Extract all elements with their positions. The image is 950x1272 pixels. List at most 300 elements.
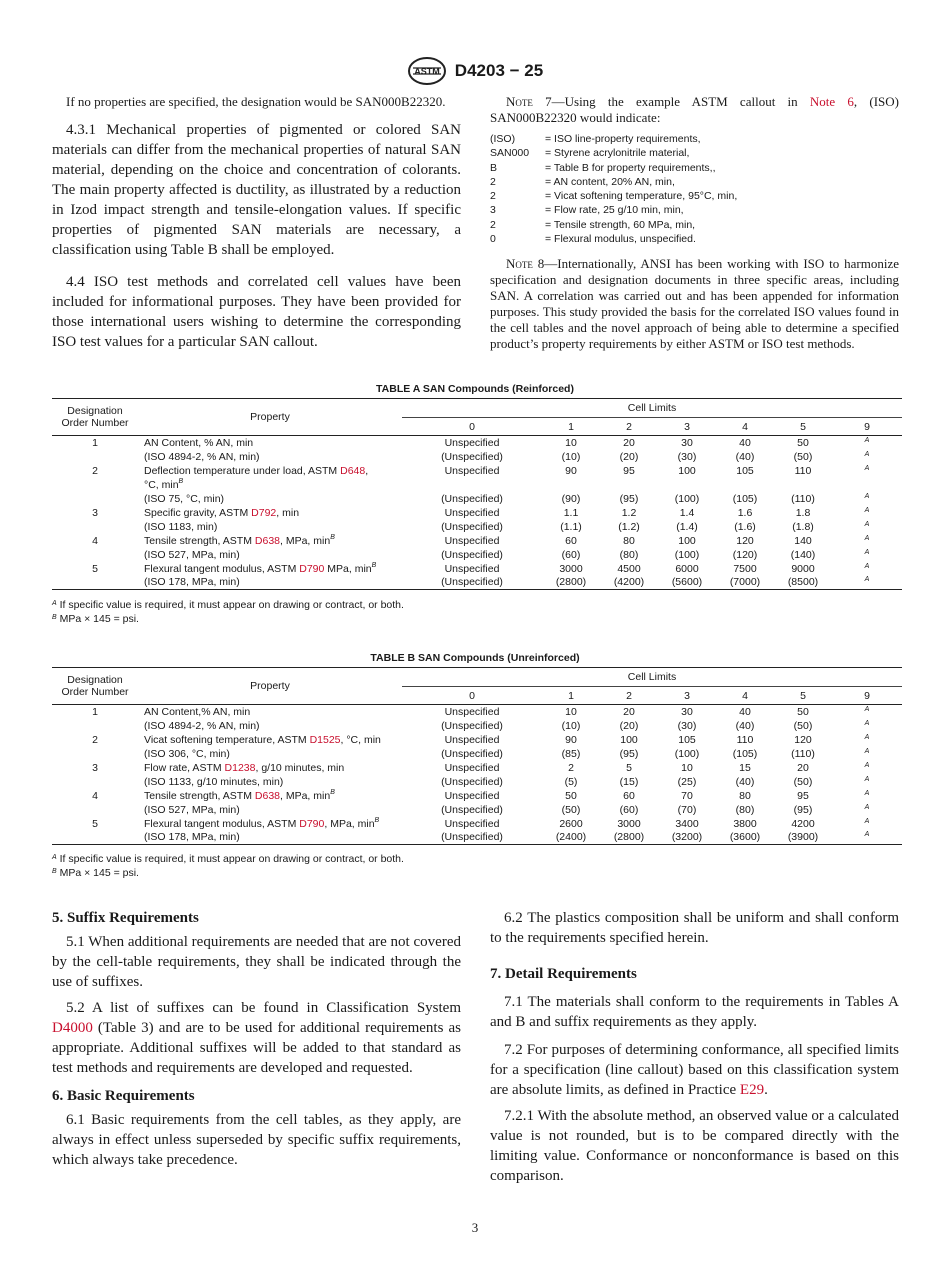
table-row — [52, 576, 902, 590]
cell-limit-value: Unspecified — [444, 506, 500, 519]
cell-limit-value: 20 — [797, 761, 809, 774]
cell-limit-value — [832, 831, 902, 845]
callout-legend — [490, 132, 899, 246]
legend-key: 2 — [490, 190, 496, 203]
cell-limit-value: (Unspecified) — [441, 548, 503, 561]
table-b-footnote-a: $^A$ If specific value is required, it must appear on drawing or contract, or both. — [52, 853, 404, 865]
cell-limit-value: 140 — [794, 534, 812, 547]
paragraph-7-1: 7.1 The materials shall conform to the requirements in Tables A and B and suffix requirements as they apply. — [490, 994, 899, 1030]
footnote-ref: A — [864, 705, 870, 713]
e29-link[interactable]: E29 — [739, 1082, 765, 1098]
legend-value: = Flexural modulus, unspecified. — [545, 233, 696, 246]
cell-limit-value: (80) — [619, 548, 639, 561]
designation-cell: 5 — [92, 562, 98, 575]
cell-limit-value — [832, 789, 902, 803]
cell-limit-value: 90 — [565, 464, 577, 477]
property-text: AN Content, % AN, min — [144, 436, 254, 449]
paragraph-7-2-1: 7.2.1 With the absolute method, an observed value or a calculated value is not rounded, but is to be compared directly with the limiting value. Conformance or nonconformance is based on this comparison. — [490, 1108, 899, 1184]
cell-limit-value: 1.6 — [737, 506, 753, 519]
cell-limit-value: 60 — [623, 789, 635, 802]
table-row — [52, 534, 902, 548]
property-text: (ISO 4894-2, % AN, min) — [144, 450, 260, 463]
cell-limit-value: 1.1 — [563, 506, 579, 519]
cell-limit-value — [832, 492, 902, 506]
cell-limit-value: (85) — [561, 747, 581, 760]
legend-value: = Tensile strength, 60 MPa, min, — [545, 218, 696, 231]
cell-limit-value — [832, 478, 902, 492]
designation-cell: 1 — [92, 436, 98, 449]
property-text: , g/10 minutes, min — [255, 761, 345, 774]
footnote-ref: A — [864, 450, 870, 458]
cell-limit-value: 70 — [681, 789, 693, 802]
left-column-top — [52, 94, 461, 352]
legend-key: 2 — [490, 218, 496, 231]
cell-limit-value: Unspecified — [444, 817, 500, 830]
astm-standard-link[interactable]: D1238 — [224, 761, 256, 774]
cell-limit-value: 3800 — [733, 817, 757, 830]
table-row — [52, 705, 902, 719]
cell-limit-value — [716, 478, 774, 492]
property-text: (ISO 1183, min) — [144, 520, 218, 533]
footnote-ref: B — [330, 533, 335, 541]
footnote-ref: A — [864, 803, 870, 811]
cell-limit-value: 10 — [565, 436, 577, 449]
header-cell-9: 9 — [832, 418, 902, 436]
property-text: Deflection temperature under load, ASTM — [144, 464, 341, 477]
cell-limit-value: 40 — [739, 436, 751, 449]
cell-limit-value: Unspecified — [444, 761, 500, 774]
table-b-footnotes — [52, 852, 404, 880]
right-column-bottom — [490, 908, 899, 1186]
cell-limit-value: 3000 — [617, 817, 641, 830]
section-7-heading: 7. Detail Requirements — [490, 966, 637, 982]
cell-limit-value: 60 — [565, 534, 577, 547]
table-row — [52, 548, 902, 562]
cell-limit-value: 7500 — [733, 562, 757, 575]
cell-limit-value: 120 — [794, 733, 812, 746]
table-row — [52, 719, 902, 733]
table-row — [52, 775, 902, 789]
cell-limit-value: (30) — [677, 719, 697, 732]
cell-limit-value: 105 — [678, 733, 696, 746]
note-7: Note 7—Using the example ASTM callout in Note 6, (ISO) SAN000B22320 would indicate: — [490, 94, 899, 125]
cell-limit-value: 4200 — [791, 817, 815, 830]
cell-limit-value: 2 — [568, 761, 574, 774]
cell-limit-value: 20 — [623, 436, 635, 449]
cell-limit-value: (15) — [619, 775, 639, 788]
cell-limit-value: (Unspecified) — [441, 719, 503, 732]
cell-limit-value: (50) — [793, 719, 813, 732]
table-row — [52, 562, 902, 576]
astm-standard-link[interactable]: D648 — [340, 464, 366, 477]
table-row — [52, 506, 902, 520]
cell-limit-value — [600, 478, 658, 492]
footnote-ref: A — [864, 534, 870, 542]
designation-cell — [52, 450, 138, 464]
page-header — [0, 56, 950, 86]
property-cell — [138, 761, 402, 775]
cell-limit-value — [832, 506, 902, 520]
cell-limit-value: 105 — [736, 464, 754, 477]
legend-value: = Styrene acrylonitrile material, — [545, 147, 690, 160]
property-cell — [138, 492, 402, 506]
legend-value: = Vicat softening temperature, 95°C, min, — [545, 190, 738, 203]
header-cell-3: 3 — [658, 418, 716, 436]
property-cell — [138, 562, 402, 576]
property-text: Tensile strength, ASTM — [144, 789, 255, 802]
cell-limit-value: (Unspecified) — [402, 831, 542, 845]
property-text: (ISO 178, MPa, min) — [144, 576, 240, 589]
property-text: (ISO 1133, g/10 minutes, min) — [144, 775, 284, 788]
cell-limit-value: (2800) — [542, 576, 600, 590]
cell-limit-value: (110) — [791, 492, 815, 505]
footnote-ref: A — [864, 831, 870, 839]
cell-limit-value: (20) — [619, 719, 639, 732]
header-cell-limits: Cell Limits — [402, 668, 902, 687]
cell-limit-value: (8500) — [774, 576, 832, 590]
legend-value: = AN content, 20% AN, min, — [545, 175, 675, 188]
cell-limit-value: (2800) — [600, 831, 658, 845]
footnote-ref: B — [178, 477, 184, 485]
cell-limit-value — [832, 436, 902, 450]
designation-cell: 2 — [92, 733, 98, 746]
cell-limit-value: (95) — [619, 492, 639, 505]
cell-limit-value: 120 — [736, 534, 754, 547]
cell-limit-value — [832, 464, 902, 478]
document-designation: D4203 − 25 — [454, 61, 544, 80]
property-cell — [138, 831, 402, 845]
cell-limit-value: (10) — [561, 450, 581, 463]
cell-limit-value — [832, 733, 902, 747]
cell-limit-value: 3400 — [675, 817, 699, 830]
cell-limit-value: (95) — [619, 747, 639, 760]
designation-cell — [52, 478, 138, 492]
cell-limit-value: 100 — [678, 464, 696, 477]
property-text: , °C, min — [340, 733, 381, 746]
property-text: (ISO 4894-2, % AN, min) — [144, 719, 260, 732]
note-8: Note 8—Internationally, ANSI has been working with ISO to harmonize specification and designation documents in three specific areas, including SAN. A correlation was carried out and has been appended for information purposes. This study provided the basis for the correlated ISO values found in the cell tables and the novel approach of being able to determine a specified product’s property requirements by either ASTM or ISO test methods. — [490, 256, 899, 352]
table-row — [52, 436, 902, 450]
cell-limit-value — [832, 562, 902, 576]
cell-limit-value: (2400) — [542, 831, 600, 845]
property-cell — [138, 520, 402, 534]
cell-limit-value — [832, 534, 902, 548]
table-row — [52, 817, 902, 831]
cell-limit-value: (40) — [735, 450, 755, 463]
designation-cell — [52, 775, 138, 789]
designation-cell — [52, 520, 138, 534]
cell-limit-value: (1.4) — [676, 520, 698, 533]
footnote-ref: A — [864, 761, 870, 769]
cell-limit-value: (1.1) — [560, 520, 582, 533]
cell-limit-value: 30 — [681, 705, 693, 718]
cell-limit-value: (5600) — [658, 576, 716, 590]
footnote-ref: A — [864, 562, 870, 570]
section-5-heading: 5. Suffix Requirements — [52, 910, 199, 926]
astm-standard-link[interactable]: D792 — [251, 506, 277, 519]
header-cell-5: 5 — [774, 687, 832, 705]
cell-limit-value: Unspecified — [444, 789, 500, 802]
cell-limit-value — [832, 761, 902, 775]
footnote-ref: A — [864, 789, 870, 797]
legend-key: B — [490, 161, 498, 174]
property-cell — [138, 436, 402, 450]
property-text: (ISO 178, MPa, min) — [144, 831, 240, 844]
property-text: (ISO 75, °C, min) — [144, 492, 225, 505]
property-cell — [138, 506, 402, 520]
cell-limit-value: 110 — [794, 464, 812, 477]
footnote-ref: A — [864, 520, 870, 528]
header-designation-line2: Order Number — [61, 686, 129, 698]
cell-limit-value: (Unspecified) — [441, 803, 503, 816]
table-header-row — [52, 668, 902, 687]
property-cell — [138, 548, 402, 562]
cell-limit-value: 1.8 — [795, 506, 811, 519]
cell-limit-value: (80) — [735, 803, 755, 816]
designation-cell: 5 — [92, 817, 98, 830]
legend-row — [490, 203, 899, 217]
cell-limit-value: (105) — [732, 492, 758, 505]
cell-limit-value — [832, 747, 902, 761]
section-6-heading: 6. Basic Requirements — [52, 1088, 195, 1104]
cell-limit-value: 1.2 — [621, 506, 637, 519]
legend-row — [490, 175, 899, 189]
property-text: Flexural tangent modulus, ASTM — [144, 562, 300, 575]
property-text: (ISO 306, °C, min) — [144, 747, 230, 760]
cell-limit-value: (50) — [793, 450, 813, 463]
legend-row — [490, 161, 899, 175]
legend-row — [490, 218, 899, 232]
footnote-ref: A — [864, 733, 870, 741]
cell-limit-value: (4200) — [600, 576, 658, 590]
header-cell-9: 9 — [832, 687, 902, 705]
footnote-ref: A — [864, 436, 870, 444]
header-designation — [52, 399, 138, 436]
cell-limit-value: (Unspecified) — [402, 576, 542, 590]
d4000-link[interactable]: D4000 — [52, 1020, 93, 1036]
cell-limit-value — [402, 478, 542, 492]
designation-cell: 1 — [92, 705, 98, 718]
paragraph-4-3-1: 4.3.1 Mechanical properties of pigmented or colored SAN materials can differ from the mechanical properties of natural SAN material, depending on the choice and concentration of colorants. The main property affected is ductility, as illustrated by a reduction in Izod impact strength and tensile-elongation values. If specific properties of pigmented SAN materials are necessary, a classification using Table B shall be employed. — [52, 122, 461, 258]
cell-limit-value: (30) — [677, 450, 697, 463]
cell-limit-value: 6000 — [675, 562, 699, 575]
astm-standard-link[interactable]: D790 — [299, 562, 325, 575]
property-text: Tensile strength, ASTM — [144, 534, 255, 547]
cell-limit-value: Unspecified — [444, 562, 500, 575]
header-cell-1: 1 — [542, 687, 600, 705]
cell-limit-value: (40) — [735, 719, 755, 732]
right-column-top — [490, 94, 899, 352]
cell-limit-value: (40) — [735, 775, 755, 788]
cell-limit-value: Unspecified — [444, 464, 500, 477]
legend-value: = ISO line-property requirements, — [545, 133, 701, 145]
legend-value: = Table B for property requirements,, — [545, 161, 716, 174]
cell-limit-value: (3200) — [658, 831, 716, 845]
cell-limit-value: Unspecified — [444, 436, 500, 449]
cell-limit-value: (1.8) — [792, 520, 814, 533]
astm-logo-icon — [407, 56, 447, 86]
property-text: Flow rate, ASTM — [144, 761, 225, 774]
designation-cell — [52, 831, 138, 845]
cell-limit-value: (100) — [674, 492, 700, 505]
cell-limit-value: (3600) — [716, 831, 774, 845]
paragraph-7-2: 7.2 For purposes of determining conformance, all specified limits for a specification (line callout) based on this classification system are absolute limits, as defined in Practice E29. — [490, 1042, 899, 1098]
cell-limit-value — [832, 576, 902, 590]
table-row — [52, 450, 902, 464]
legend-row — [490, 146, 899, 160]
property-text: AN Content,% AN, min — [144, 705, 251, 718]
cell-limit-value: Unspecified — [444, 534, 500, 547]
cell-limit-value: 15 — [739, 761, 751, 774]
property-cell — [138, 747, 402, 761]
cell-limit-value: 95 — [623, 464, 635, 477]
header-cell-4: 4 — [716, 687, 774, 705]
cell-limit-value: 80 — [623, 534, 635, 547]
cell-limit-value — [832, 719, 902, 733]
cell-limit-value — [832, 450, 902, 464]
cell-limit-value — [542, 478, 600, 492]
left-column-bottom — [52, 908, 461, 1170]
property-text: , MPa, min — [280, 789, 331, 802]
header-designation — [52, 668, 138, 705]
property-text: Vicat softening temperature, ASTM — [144, 733, 310, 746]
property-text: (ISO 527, MPa, min) — [144, 803, 240, 816]
header-cell-3: 3 — [658, 687, 716, 705]
header-cell-0: 0 — [402, 687, 542, 705]
cell-limit-value — [832, 705, 902, 719]
table-a-footnote-a: $^A$ If specific value is required, it must appear on drawing or contract, or both. — [52, 599, 404, 611]
cell-limit-value: (50) — [561, 803, 581, 816]
cell-limit-value — [832, 548, 902, 562]
cell-limit-value: 100 — [620, 733, 638, 746]
designation-cell — [52, 492, 138, 506]
cell-limit-value: 50 — [797, 436, 809, 449]
cell-limit-value — [658, 478, 716, 492]
property-text: , MPa, min — [280, 534, 331, 547]
footnote-ref: B — [330, 788, 335, 796]
property-text: Flexural tangent modulus, ASTM — [144, 817, 300, 830]
table-row — [52, 733, 902, 747]
table-row — [52, 464, 902, 478]
header-cell-limits: Cell Limits — [402, 399, 902, 418]
table-row — [52, 492, 902, 506]
cell-limit-value — [774, 478, 832, 492]
footnote-ref: A — [864, 548, 870, 556]
paragraph-6-1: 6.1 Basic requirements from the cell tables, as they apply, are always in effect unless superseded by specific suffix requirements, which always take precedence. — [52, 1112, 461, 1168]
cell-limit-value: (25) — [677, 775, 697, 788]
designation-cell: 3 — [92, 761, 98, 774]
cell-limit-value: (60) — [619, 803, 639, 816]
cell-limit-value: Unspecified — [444, 733, 500, 746]
footnote-ref: B — [371, 561, 377, 569]
cell-limit-value: (1.2) — [618, 520, 640, 533]
designation-cell: 4 — [92, 789, 98, 802]
header-cell-4: 4 — [716, 418, 774, 436]
footnote-ref: A — [864, 817, 870, 825]
table-row — [52, 747, 902, 761]
designation-cell: 4 — [92, 534, 98, 547]
cell-limit-value: Unspecified — [444, 705, 500, 718]
astm-standard-link[interactable]: D638 — [254, 534, 280, 547]
cell-limit-value: 30 — [681, 436, 693, 449]
header-property: Property — [138, 399, 402, 436]
table-row — [52, 520, 902, 534]
cell-limit-value: (1.6) — [734, 520, 756, 533]
property-text: , min — [276, 506, 300, 519]
table-b-footnote-b: $^B$ MPa × 145 = psi. — [52, 867, 139, 879]
property-text: °C, min — [144, 478, 179, 491]
legend-row — [490, 189, 899, 203]
table-row — [52, 761, 902, 775]
paragraph-4-4: 4.4 ISO test methods and correlated cell values have been included for informational purposes. They have been provided for those international users wishing to determine the corresponding ISO test values for a particular SAN callout. — [52, 274, 461, 350]
property-cell — [138, 450, 402, 464]
astm-standard-link[interactable]: D638 — [254, 789, 280, 802]
cell-limit-value: (Unspecified) — [441, 747, 503, 760]
cell-limit-value: (20) — [619, 450, 639, 463]
table-row — [52, 478, 902, 492]
astm-standard-link[interactable]: D790 — [299, 817, 325, 830]
table-row — [52, 789, 902, 803]
property-text: , MPa, min — [324, 817, 375, 830]
cell-limit-value: 100 — [678, 534, 696, 547]
cell-limit-value: (100) — [674, 548, 700, 561]
property-text: MPa, min — [324, 562, 372, 575]
cell-limit-value: (60) — [561, 548, 581, 561]
cell-limit-value: 95 — [797, 789, 809, 802]
header-cell-0: 0 — [402, 418, 542, 436]
cell-limit-value: (50) — [793, 775, 813, 788]
legend-key: 2 — [490, 175, 496, 188]
property-cell — [138, 464, 402, 478]
cell-limit-value: 90 — [565, 733, 577, 746]
designation-cell — [52, 548, 138, 562]
note-6-link[interactable]: Note 6 — [809, 94, 854, 109]
table-a — [52, 398, 902, 590]
astm-standard-link[interactable]: D1525 — [309, 733, 341, 746]
cell-limit-value: 50 — [797, 705, 809, 718]
cell-limit-value: 4500 — [617, 562, 641, 575]
cell-limit-value: (100) — [674, 747, 700, 760]
property-cell — [138, 789, 402, 803]
cell-limit-value: (90) — [561, 492, 581, 505]
cell-limit-value: 3000 — [559, 562, 583, 575]
table-header-row — [52, 399, 902, 418]
designation-cell: 3 — [92, 506, 98, 519]
designation-cell — [52, 803, 138, 817]
property-text: (ISO 527, MPa, min) — [144, 548, 240, 561]
property-cell — [138, 576, 402, 590]
table-a-footnote-b: $^B$ MPa × 145 = psi. — [52, 613, 139, 625]
cell-limit-value — [832, 817, 902, 831]
svg-text:ASTM: ASTM — [414, 66, 440, 77]
footnote-ref: A — [864, 747, 870, 755]
designation-cell — [52, 576, 138, 590]
header-cell-2: 2 — [600, 418, 658, 436]
property-cell — [138, 705, 402, 719]
paragraph-designation-example: If no properties are specified, the designation would be SAN000B22320. — [66, 94, 446, 109]
footnote-ref: A — [864, 492, 870, 500]
table-a-footnotes — [52, 598, 404, 626]
paragraph-5-2: 5.2 A list of suffixes can be found in Classification System D4000 (Table 3) and are to be used for additional requirements as appropriate. Additional suffixes will be added to that standard as test methods and requirements are developed and requested. — [52, 1000, 461, 1076]
cell-limit-value: 10 — [681, 761, 693, 774]
header-cell-1: 1 — [542, 418, 600, 436]
legend-row — [490, 232, 899, 246]
cell-limit-value: (5) — [564, 775, 578, 788]
designation-cell — [52, 719, 138, 733]
legend-key: (ISO) — [490, 133, 516, 145]
cell-limit-value — [832, 520, 902, 534]
footnote-ref: B — [374, 816, 380, 824]
